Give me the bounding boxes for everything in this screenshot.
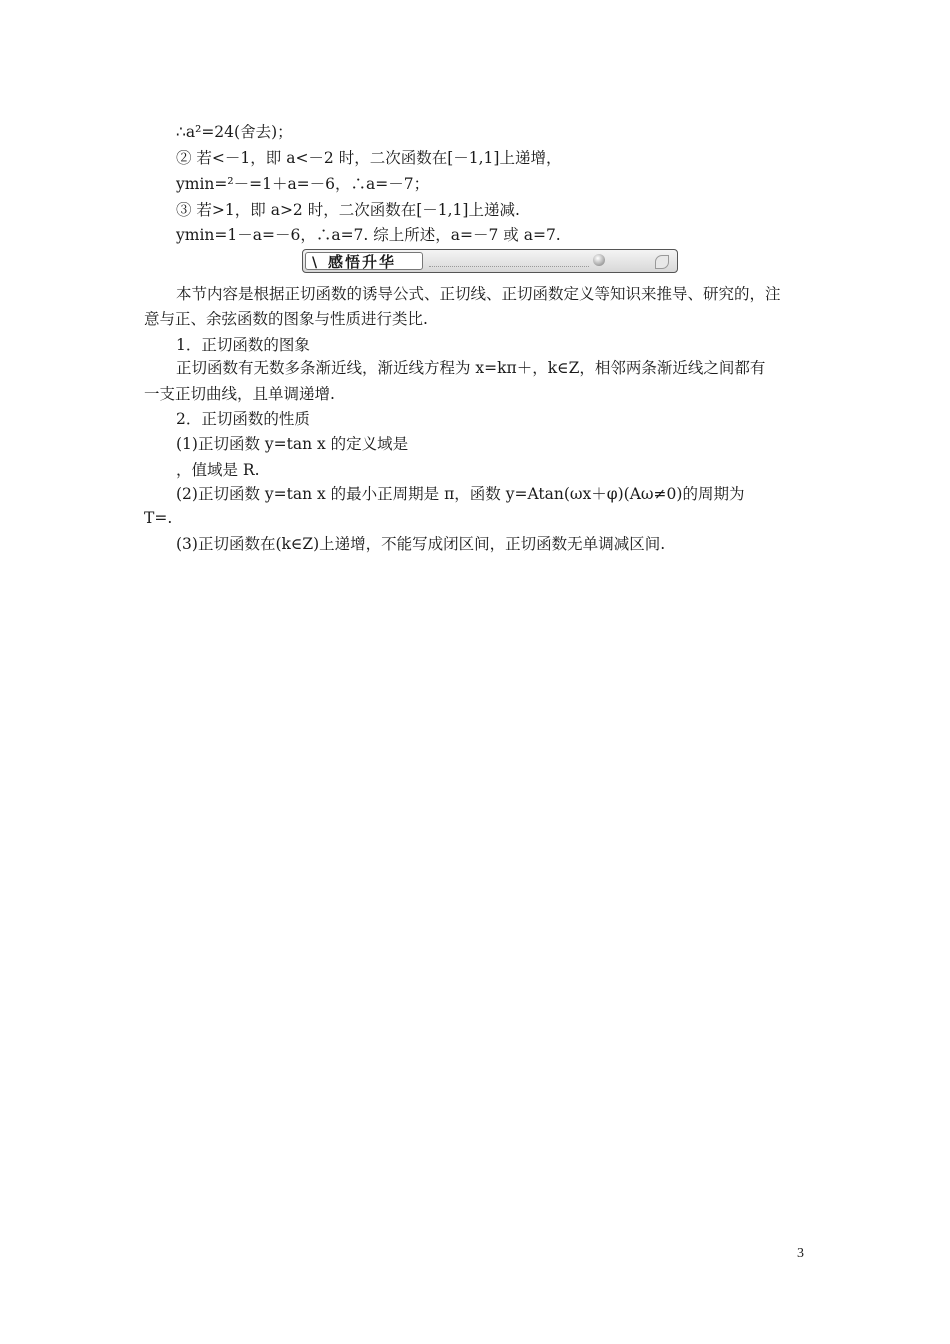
text-line: 2．正切函数的性质: [176, 410, 310, 428]
text-line: ymin=1－a=－6，∴a=7. 综上所述，a=－7 或 a=7.: [176, 226, 561, 244]
leaf-icon: [655, 255, 669, 269]
text-line: ，值域是 R.: [176, 461, 260, 479]
text-line: T=.: [144, 509, 173, 527]
text-line: 本节内容是根据正切函数的诱导公式、正切线、正切函数定义等知识来推导、研究的，注: [176, 285, 781, 303]
text-line: ymin=²－=1＋a=－6，∴a=－7；: [176, 175, 430, 193]
globe-icon: [593, 254, 605, 266]
text-line: (3)正切函数在(k∈Z)上递增，不能写成闭区间，正切函数无单调减区间.: [176, 535, 666, 553]
text-line: ② 若<－1，即 a<－2 时，二次函数在[－1,1]上递增，: [176, 149, 562, 167]
text-line: ∴a²=24(舍去)；: [176, 123, 293, 141]
banner-title-box: [305, 252, 423, 270]
page-number: 3: [797, 1246, 804, 1261]
banner-title: 感悟升华: [328, 253, 397, 271]
text-line: 一支正切曲线，且单调递增.: [144, 385, 335, 403]
text-line: (2)正切函数 y=tan x 的最小正周期是 π，函数 y=Atan(ωx＋φ)(Aω≠0)的周期为: [176, 485, 745, 503]
banner-slash-icon: \: [312, 255, 318, 271]
section-banner: [302, 249, 678, 273]
text-line: 1．正切函数的图象: [176, 336, 310, 354]
banner-decoration: [429, 256, 589, 267]
text-line: (1)正切函数 y=tan x 的定义域是: [176, 435, 409, 453]
text-line: 正切函数有无数多条渐近线，渐近线方程为 x=kπ＋，k∈Z，相邻两条渐近线之间都有: [176, 359, 766, 377]
text-line: 意与正、余弦函数的图象与性质进行类比.: [144, 310, 428, 328]
text-line: ③ 若>1，即 a>2 时，二次函数在[－1,1]上递减.: [176, 201, 520, 219]
